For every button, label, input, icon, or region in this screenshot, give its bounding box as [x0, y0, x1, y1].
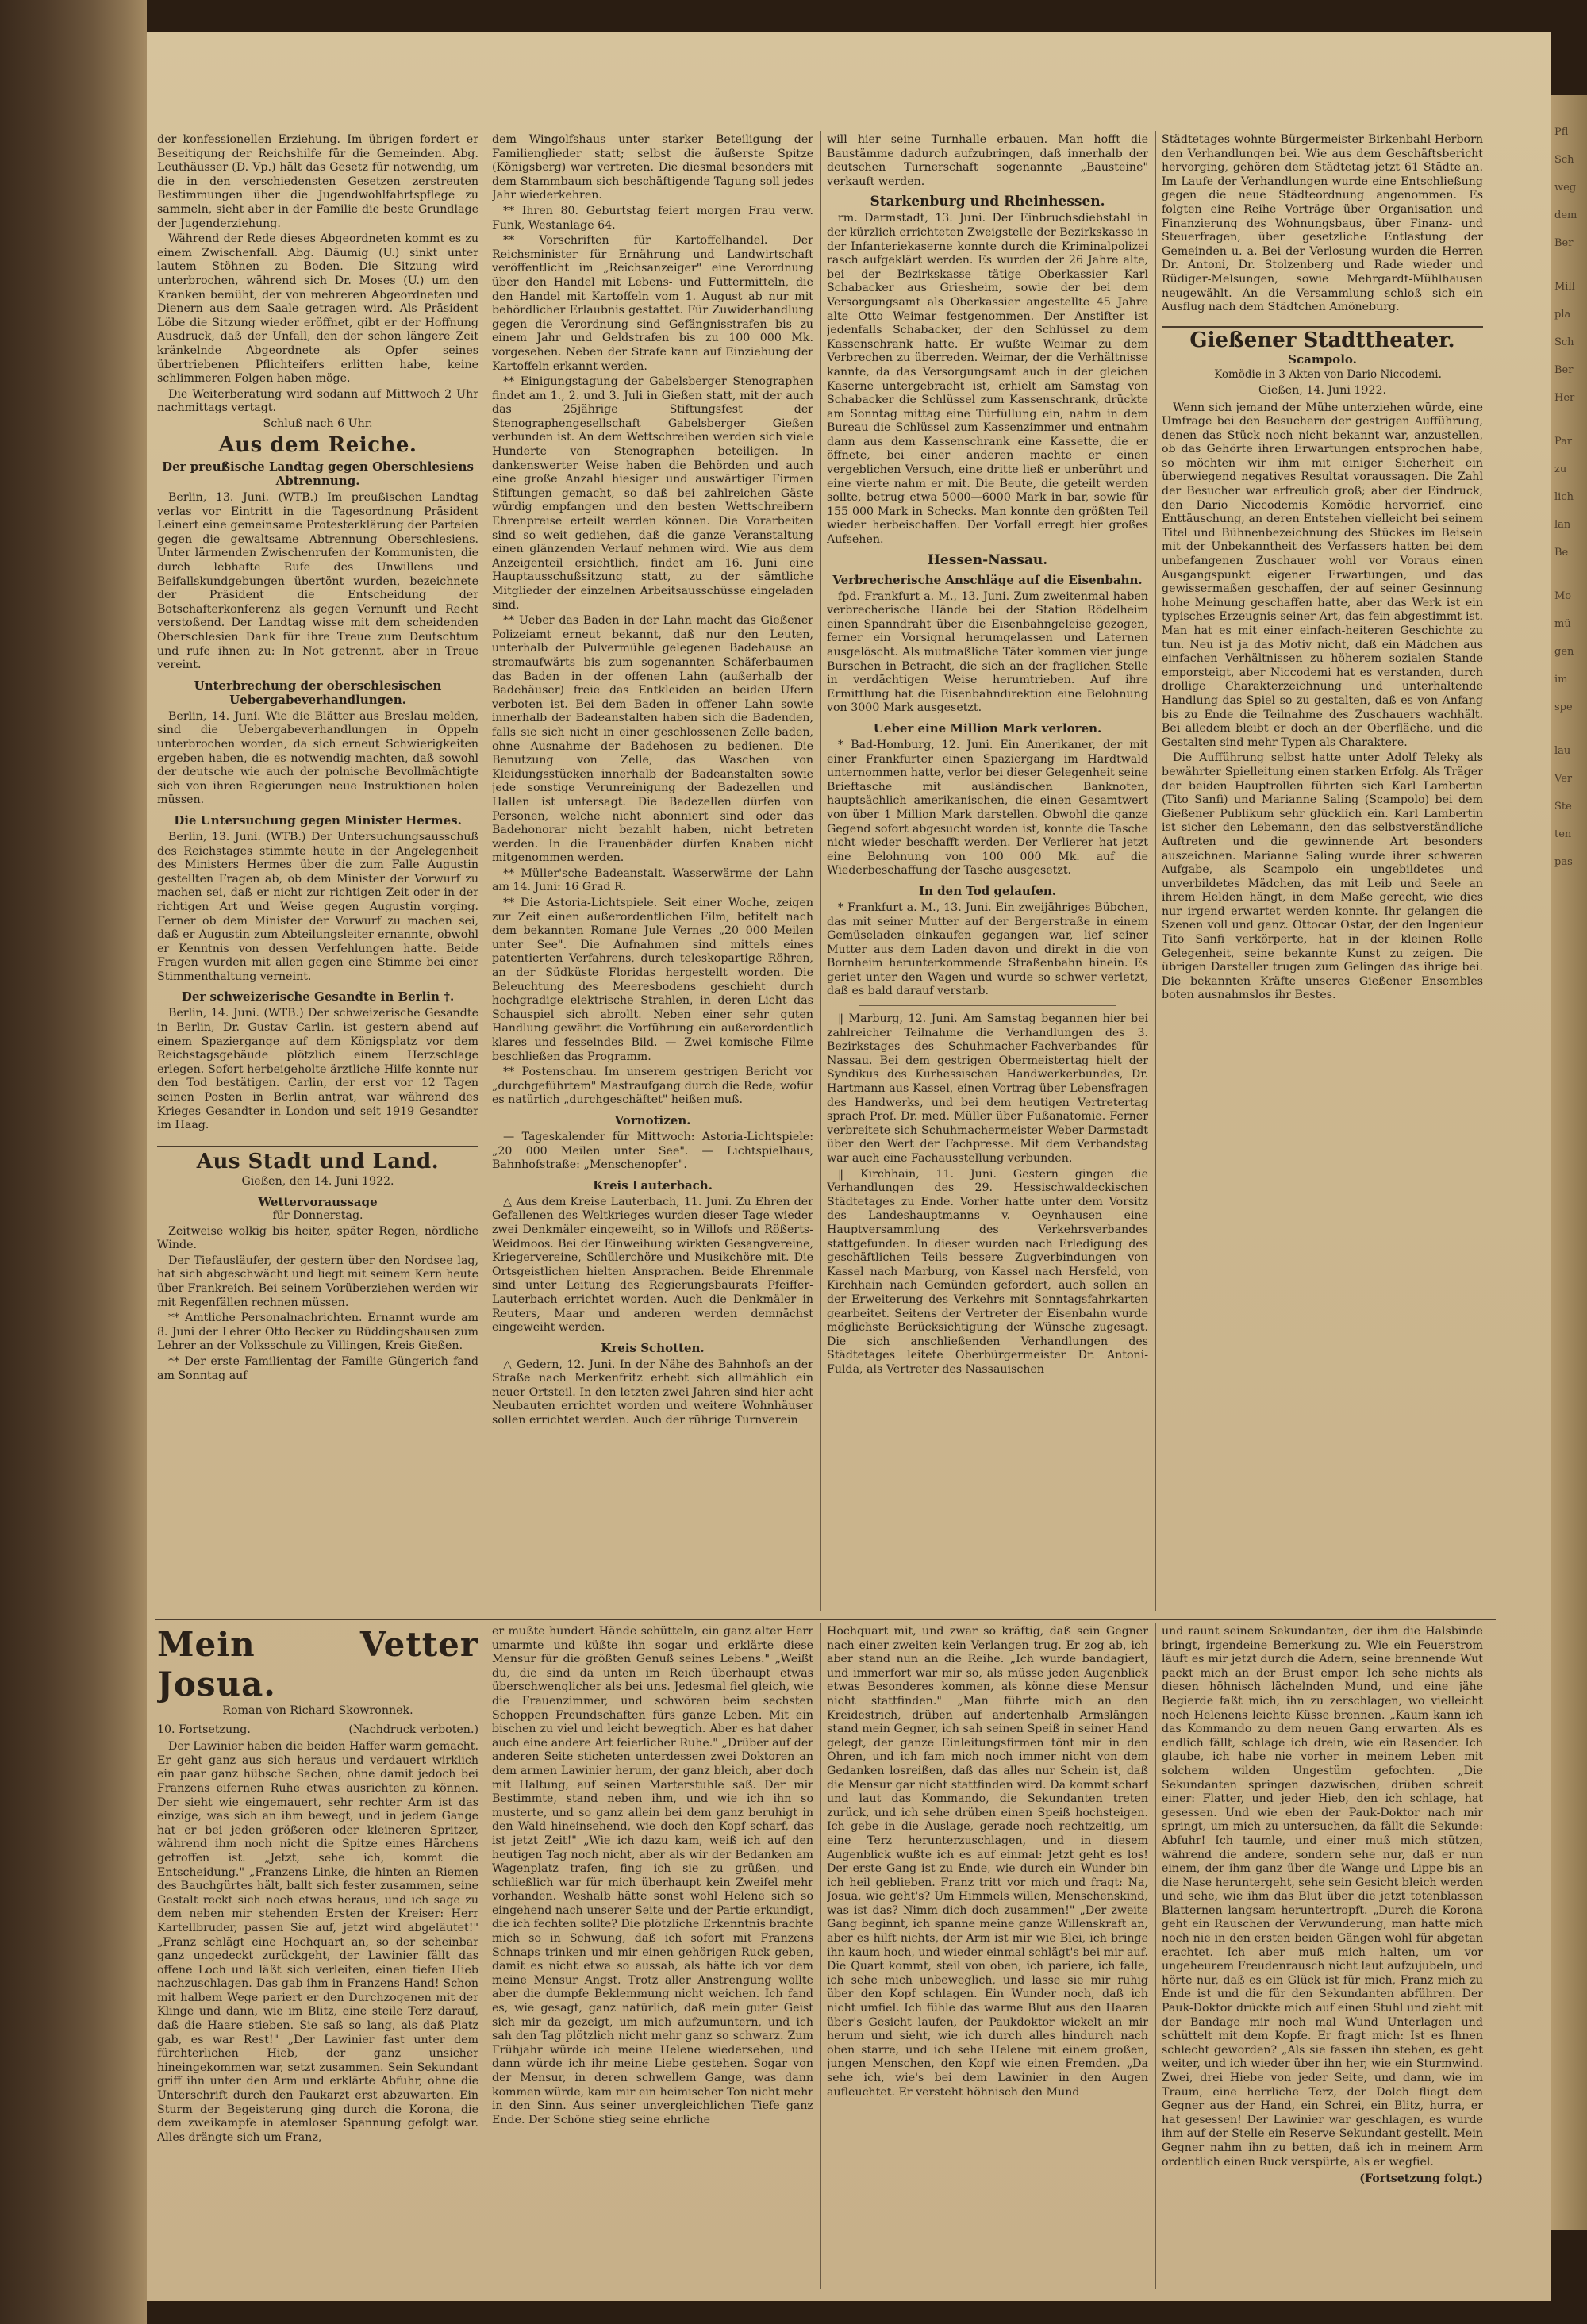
- article-text: Schluß nach 6 Uhr.: [263, 417, 373, 430]
- adjacent-page-fragment: zu: [1554, 463, 1567, 475]
- article-text: Die Weiterberatung wird sodann auf Mittwoch 2 Uhr nachmittags vertagt.: [157, 387, 478, 415]
- serial-column-3: [827, 1625, 1148, 2288]
- article-text: Städtetages wohnte Bürgermeister Birkenbahl-Herborn den Verhandlungen bei. Wie aus dem Geschäftsbericht hervorging, gehören dem Städtetag jetzt 61 Städte an. Im Laufe der Verhandlungen wurde eine Entschließung gegen die neue Städteordnung angenommen. Es folgten eine Reihe Vorträge über Organisation und Finanzierung des Wohnungsbaus, über Finanz- und Steuerfragen, über gesetzliche Entlastung der Gemeinden u. a. Bei der Verlosung wurden die Herren Dr. Antoni, Dr. Stolzenberg und Rade wieder und Rüdiger-Melsungen, sowie Mehrgardt-Mühlhausen neugewählt. An die Versammlung schloß sich ein Ausflug nach dem Städtchen Amöneburg.: [1162, 133, 1483, 314]
- column-1: [157, 133, 478, 1609]
- article-text: ** Amtliche Personalnachrichten. Ernannt wurde am 8. Juni der Lehrer Otto Becker zu Rüddingshausen zum Lehrer an der Volksschule zu Villingen, Kreis Gießen.: [157, 1312, 478, 1353]
- article-text: Zeitweise wolkig bis heiter, später Regen, nördliche Winde.: [157, 1224, 478, 1252]
- adjacent-page-fragment: gen: [1554, 646, 1574, 658]
- serial-author: Roman von Richard Skowronnek.: [222, 1704, 413, 1717]
- section-divider: [859, 1005, 1116, 1006]
- column-rule: [820, 131, 821, 1611]
- article-text: ** Vorschriften für Kartoffelhandel. Der Reichsminister für Ernährung und Landwirtschaft veröffentlicht im „Reichsanzeiger" eine Verordnung über den Handel mit Lebens- und Futtermitteln, die den Handel mit Kartoffeln vom 1. August ab nur mit behördlicher Erlaubnis gestattet. Für Zuwiderhandlung gegen die Verordnung sind Gefängnisstrafen bis zu einem Jahr und Geldstrafen bis zu 100 000 Mk. vorgesehen. Neben der Strafe kann auf Einziehung der Kartoffeln erkannt werden.: [492, 234, 813, 373]
- article-text: * Frankfurt a. M., 13. Juni. Ein zweijähriges Bübchen, das mit seiner Mutter auf der Bergerstraße in einem Gemüseladen einkaufen gegangen war, lief seiner Mutter aus dem Laden davon und direkt in die von Bornheim herunterkommende Straßenbahn hinein. Es geriet unter den Wagen und wurde so schwer verletzt, daß es bald darauf verstarb.: [827, 901, 1148, 998]
- section-divider: [157, 1146, 478, 1147]
- serial-text: Der Lawinier haben die beiden Haffer warm gemacht. Er geht ganz aus sich heraus und verdauert wirklich ein paar ganz hübsche Sachen, ohne damit jedoch bei Franzens eifernen Ruhe etwas ausrichten zu können. Der sieht wie eingemauert, sehr rechter Arm ist das einzige, was sich an ihm bewegt, und in jedem Gange hat er bei jeden größeren oder kleineren Spritzer, während ihm noch nicht die Spitze eines Härchens getroffen ist. „Jetzt, sehe ich, kommt die Entscheidung." „Franzens Linke, die hinten an Riemen des Bauchgürtes hält, ballt sich fester zusammen, seine Gestalt reckt sich noch etwas heraus, und ich sage zu dem neben mir stehenden Ersten der Kreiser: Herr Kartellbruder, passen Sie auf, jetzt wird abgeläutet!" „Franz schlägt eine Hochquart an, so der scheinbar ganz ungedeckt zurückgeht, der Lawinier fällt das offene Loch und läßt sich verleiten, einen tiefen Hieb nachzuschlagen. Das gab ihm in Franzens Hand! Schon mit halbem Wege pariert er den Durchzogenen mit der Klinge und dann, wie im Blitz, eine steile Terz darauf, daß die Haare stieben. Sie saß so lang, als daß Platz gab, es war Rest!" „Der Lawinier fast unter dem fürchterlichen Hieb, der ganz unsicher hineingekommen war, setzt zusammen. Sein Sekundant griff ihn unter den Arm und erklärte Abfuhr, ohne die Unterschrift durch den Paukarzt erst abzuwarten. Ein Sturm der Begeisterung ging durch die Korona, die dem zweikampfe in atemloser Spannung gefolgt war. Alles drängte sich um Franz,: [157, 1740, 478, 2144]
- headline: Kreis Lauterbach.: [593, 1177, 713, 1193]
- article-text: Berlin, 13. Juni. (WTB.) Der Untersuchungsausschuß des Reichstages stimmte heute in der Angelegenheit des Ministers Hermes über die zum Falle Augustin gestellten Fragen ab, ob dem Minister der Vorwurf zu machen sei, daß er nicht zur richtigen Zeit oder in der richtigen Art und Weise gegen Augustin vorging. Ferner ob dem Minister der Vorwurf zu machen sei, daß er Augustin zum Abteilungsleiter ernannte, obwohl er Kenntnis von dessen Verfehlungen hatte. Beide Fragen wurden mit allen gegen eine Stimme bei einer Stimmenthaltung verneint.: [157, 830, 478, 983]
- article-text: ‖ Marburg, 12. Juni. Am Samstag begannen hier bei zahlreicher Teilnahme die Verhandlungen des 3. Bezirkstages des Schuhmacher-Fachverbandes für Nassau. Bei dem gestrigen Obermeistertag hielt der Syndikus des Kurhessischen Handwerkerbundes, Dr. Hartmann aus Kassel, einen Vortrag über Lebensfragen des Handwerks, und bei dem heutigen Vertretertag sprach Prof. Dr. med. Müller über Fußanatomie. Ferner verbreitete sich Schuhmachermeister Weber-Darmstadt über den Wert der Fachpresse. Mit dem Verbandstag war auch eine Fachausstellung verbunden.: [827, 1012, 1148, 1165]
- book-binding: [0, 0, 147, 2324]
- adjacent-page-fragment: Ver: [1554, 773, 1573, 785]
- headline: Vornotizen.: [614, 1112, 691, 1127]
- article-text: ** Postenschau. Im unserem gestrigen Bericht vor „durchgeführtem" Mastraufgang durch die Rede, wofür es natürlich „durchgeschäftet" heißen muß.: [492, 1066, 813, 1107]
- article-text: ** Die Astoria-Lichtspiele. Seit einer Woche, zeigen zur Zeit einen außerordentlichen Film, betitelt nach dem bekannten Romane Jule Vernes „20 000 Meilen unter See". Die Aufnahmen sind mittels eines patentierten Verfahrens, durch teleskopartige Röhren, an der Südküste Floridas hergestellt worden. Die Beleuchtung des Meeresbodens geschieht durch hochgradige elektrische Strahlen, in deren Licht das Schauspiel sich abrollt. Neben einer sehr guten Handlung gewährt die Vorführung ein außerordentlich klares und fesselndes Bild. — Zwei komische Filme beschließen das Programm.: [492, 897, 813, 1063]
- serial-column-1: [157, 1625, 478, 2288]
- article-text: ‖ Kirchhain, 11. Juni. Gestern gingen die Verhandlungen des 29. Hessischwaldeckischen Städtetages zu Ende. Vorher hatte unter dem Vorsitz des Landeshauptmanns v. Oeynhausen eine Hauptversammlung des Verkehrsverbandes stattgefunden. In dieser wurden nach Erledigung des geschäftlichen Teils bessere Zugverbindungen von Kassel nach Marburg, von Kassel nach Hersfeld, von Kirchhain nach Gemünden gefordert, auch sollen an der Erweiterung des Verkehrs mit Sonntagsfahrkarten gearbeitet. Seitens der Vertreter der Eisenbahn wurde möglichste Berücksichtigung der Wünsche zugesagt. Die sich anschließenden Verhandlungen des Städtetages leitete Oberbürgermeister Dr. Antoni-Fulda, als Vertreter des Nassauischen: [827, 1167, 1148, 1376]
- adjacent-page-fragment: ten: [1554, 828, 1572, 840]
- article-text: * Bad-Homburg, 12. Juni. Ein Amerikaner, der mit einer Frankfurter einen Spaziergang im Hardtwald unternommen hatte, verlor bei dieser Gelegenheit seine Brieftasche mit ausländischen Banknoten, hauptsächlich amerikanischen, die einen Gesamtwert von über 1 Million Mark darstellen. Obwohl die ganze Gegend sofort abgesucht worden ist, konnte die Tasche nicht wieder beschafft werden. Der Verlierer hat jetzt eine Belohnung von 100 000 Mk. auf die Wiederbeschaffung der Tasche ausgesetzt.: [827, 738, 1148, 878]
- column-2: [492, 133, 813, 1609]
- headline: Die Untersuchung gegen Minister Hermes.: [174, 812, 462, 828]
- article-text: — Tageskalender für Mittwoch: Astoria-Lichtspiele: „20 000 Meilen unter See". — Lichtspielhaus, Bahnhofstraße: „Menschenopfer".: [492, 1130, 813, 1172]
- serial-meta: [157, 1723, 478, 1738]
- article-text: fpd. Frankfurt a. M., 13. Juni. Zum zweitenmal haben verbrecherische Hände bei der Station Rödelheim einen Spanndraht über die Eisenbahngeleise gezogen, ferner ein Vorsignal herumgelassen und Laternen ausgelöscht. Als mutmaßliche Täter kommen vier junge Burschen in Betracht, die sich an der fraglichen Stelle in verdächtigen Weise herumtrieben. Auf ihre Ermittlung hat die Eisenbahndirektion eine Belohnung von 3000 Mark ausgesetzt.: [827, 590, 1148, 715]
- adjacent-page-fragment: pas: [1554, 856, 1573, 868]
- column-4: [1162, 133, 1483, 1609]
- serial-title: Mein Vetter Josua.: [157, 1625, 478, 1704]
- article-text: Berlin, 14. Juni. Wie die Blätter aus Breslau melden, sind die Uebergabeverhandlungen in Oppeln unterbrochen worden, da sich erneut Schwierigkeiten ergeben haben, die es notwendig machten, daß sowohl der deutsche wie auch der polnische Bevollmächtigte sich von ihren Regierungen neue Instruktionen holen müssen.: [157, 709, 478, 807]
- adjacent-page-fragment: Ste: [1554, 801, 1572, 812]
- article-text: Während der Rede dieses Abgeordneten kommt es zu einem Zwischenfall. Abg. Däumig (U.) sinkt unter lautem Stöhnen zu Boden. Die Sitzung wird unterbrochen, während sich Dr. Moses (U.) um den Kranken bemüht, der von mehreren Abgeordneten und Dienern aus dem Saale getragen wird. Als Präsident Löbe die Sitzung wieder eröffnet, gibt er der Hoffnung Ausdruck, daß der Unfall, den der schon längere Zeit kränkelnde Abgeordnete als Opfer seines übertriebenen Pflichteifers erlitten habe, keine schlimmeren Folgen haben möge.: [157, 232, 478, 386]
- serial-text: er mußte hundert Hände schütteln, ein ganz alter Herr umarmte und küßte ihn sogar und erklärte diese Mensur für die größten Genuß seines Lebens." „Weißt du, die sind da unten im Reich überhaupt etwas überschwenglicher als bei uns. Jedesmal fiel gleich, wie die Frauenzimmer, und schwören beim sechsten Schoppen Freundschaften fürs ganze Leben. Mit ein bischen zu viel und leicht bewegtich. Aber es hat daher auch eine andere Art feierlicher Ruhe." „Drüber auf der anderen Seite sticheten unterdessen zwei Doktoren an dem armen Lawinier herum, der ganz bleich, aber doch mit Haltung, auf seinen Marterstuhle saß. Der mir Bestimmte, stand neben ihm, und wie ich ihn so musterte, und so ganz allein bei dem ganz beruhigt in den Wald hineinsehend, wie doch den Kopf scharf, das ist jetzt Zeit!" „Wie ich dazu kam, weiß ich auf den heutigen Tag noch nicht, aber als wir der Bedanken am Wagenplatz trafen, fing ich sie zu grüßen, und schließlich war für mich überhaupt kein Zweifel mehr vorhanden. Weshalb hätte sonst wohl Helene sich so eingehend nach unserer Seite und der Partie erkundigt, die ich fechten sollte? Die plötzliche Erkenntnis brachte mich so in Schwung, daß ich sofort mit Franzens Schnaps trinken und mir einen gehörigen Ruck geben, damit es nicht etwa so aussah, als hätte ich vor dem meine Mensur Angst. Trotz aller Anstrengung wollte aber die dumpfe Beklemmung nicht weichen. Ich fand es, wie gesagt, ganz natürlich, daß mein guter Geist sich mir da gezeigt, um mich aufzumuntern, und ich sah den Tag plötzlich nicht mehr ganz so schwarz. Zum Frühjahr würde ich meine Helene wiedersehen, und dann würde ich ihr meine Liebe gestehen. Sogar von der Mensur, in deren schwellem Gange, was dann kommen würde, kam mir ein heimischer Ton nicht mehr in den Sinn. Aus seiner unvergleichlichen Tiefe ganz Ende. Der Schöne stieg seine ehrliche: [492, 1625, 813, 2126]
- adjacent-page-fragment: Be: [1554, 547, 1569, 559]
- adjacent-page-fragment: lau: [1554, 745, 1571, 757]
- article-text: △ Aus dem Kreise Lauterbach, 11. Juni. Zu Ehren der Gefallenen des Weltkrieges wurden dieser Tage wieder zwei Denkmäler eingeweiht, so in Willofs und Rößerts-Weidmoos. Bei der Einweihung wirkten Gesangvereine, Kriegervereine, Schülerchöre und Musikchöre mit. Die Ortsgeistlichen hielten Ansprachen. Beide Ehrenmale sind unter Leitung des Regierungsbaurats Pfeiffer-Lauterbach errichtet worden. Auch die Denkmäler in Reuters, Maar und anderen werden demnächst eingeweiht werden.: [492, 1195, 813, 1335]
- headline: In den Tod gelaufen.: [919, 883, 1056, 898]
- article-text: dem Wingolfshaus unter starker Beteiligung der Familienglieder statt; selbst die äußerste Spitze (Königsberg) war vertreten. Die diesmal besonders mit dem Stammbaum sich beschäftigende Tagung soll jedes Jahr wiederkehren.: [492, 133, 813, 202]
- adjacent-page-fragment: Ber: [1554, 237, 1574, 249]
- adjacent-page-fragment: lan: [1554, 519, 1571, 531]
- play-title: Scampolo.: [1288, 352, 1357, 367]
- section-heading-theater: Gießener Stadttheater.: [1189, 328, 1455, 352]
- headline: Verbrecherische Anschläge auf die Eisenbahn.: [832, 572, 1143, 587]
- adjacent-page-edge: [1551, 95, 1587, 2230]
- serial-text: und raunt seinem Sekundanten, der ihm die Halsbinde bringt, irgendeine Bemerkung zu. Wie ein Feuerstrom läuft es mir jetzt durch die Adern, seine brennende Wut packt mich an der Brust empor. Ich sehe nichts als diesen höhnisch lächelnden Mund, und eine jähe Begierde faßt mich, ihn zu zerschlagen, wo vielleicht noch Helenens leichte Küsse brennen. „Kaum kann ich das Kommando zu dem neuen Gang erwarten. Als es endlich fällt, schlage ich drein, wie ein Rasender. Ich glaube, ich habe nie vorher in meinem Leben mit solchem wilden Ungestüm gefochten. „Die Sekundanten springen dazwischen, drüben schreit einer: Flatter, und jeder Hieb, den ich schlage, hat gesessen. Und wie eben der Pauk-Doktor nach mir springt, um mich zu untersuchen, da fällt die Sekunde: Abfuhr! Ich taumle, und einer muß mich stützen, während die andere, sondern sehe nur, daß er nun einem, der ihm ganz über die Wange und Lippe bis an die Nase heruntergeht, sehe sein Gesicht bleich werden und sehe, wie ihm das Blut über die jetzt totenblassen Blatternen langsam heruntertropft. „Durch die Korona geht ein Rauschen der Verwunderung, man hatte mich noch nie in den ersten beiden Gängen wohl für abgetan erachtet. Ich aber muß mich halten, um vor ungeheurem Freudenrausch nicht laut aufzujubeln, und hörte nur, daß es ein Glück ist für mich, Franz mich zu Ende ist und die für den Sekundanten abführen. Der Pauk-Doktor drückte mich auf einen Stuhl und zieht mit der Bandage mir noch mal Wund Unterlagen und schüttelt mit dem Kopfe. Er fragt mich: Ist es Ihnen schlecht geworden? „Als sie fassen ihn stehen, es geht weiter, und ich wieder über ihn her, wie ein Sturmwind. Zwei, drei Hiebe von jeder Seite, und dann, wie im Traum, eine herrliche Terz, der Dolch fliegt dem Gegner aus der Hand, ein Schrei, ein Blitz, hurra, er hat gesessen! Der Lawinier war geschlagen, es wurde ihm auf der Stelle ein Reserve-Sekundant gestellt. Mein Gegner nahm ihn zu betten, daß ich in meinem Arm ordentlich einen Ruck verspürte, als er wegfiel.: [1162, 1625, 1483, 2168]
- serial-column-4: [1162, 1625, 1483, 2288]
- serial-notice: (Nachdruck verboten.): [348, 1723, 478, 1736]
- dateline: Gießen, 14. Juni 1922.: [1258, 383, 1386, 397]
- adjacent-page-fragment: spe: [1554, 701, 1573, 713]
- headline: Der schweizerische Gesandte in Berlin †.: [181, 989, 455, 1005]
- headline: Starkenburg und Rheinhessen.: [870, 194, 1105, 210]
- article-text: ** Der erste Familientag der Familie Güngerich fand am Sonntag auf: [157, 1354, 478, 1382]
- serial-continued: (Fortsetzung folgt.): [1359, 2172, 1483, 2186]
- newspaper-page: [147, 32, 1551, 2301]
- section-heading-stadt: Aus Stadt und Land.: [196, 1149, 440, 1174]
- column-rule: [1155, 1623, 1156, 2289]
- adjacent-page-fragment: Par: [1554, 436, 1573, 448]
- article-text: ** Einigungstagung der Gabelsberger Stenographen findet am 1., 2. und 3. Juli in Gießen statt, mit der auch das 25jährige Stiftungsfest der Stenographengesellschaft Gabelsberger Gießen verbunden ist. An dem Wettschreiben werden sich viele Hunderte von Stenographen beteiligen. In dankenswerter Weise haben die Behörden und auch eine große Anzahl hiesiger und auswärtiger Firmen Stiftungen gemacht, so daß bei zahlreichen Gäste würdig empfangen und den besten Wettschreibern Ehrenpreise erteilt werden können. Die Vorarbeiten sind so weit gediehen, daß die ganze Veranstaltung einen glänzenden Verlauf nehmen wird. Wie aus dem Anzeigenteil ersichtlich, findet am 16. Juni eine Hauptausschußsitzung statt, zu der sämtliche Mitglieder der einzelnen Arbeitsausschüsse eingeladen sind.: [492, 375, 813, 612]
- article-text: ** Ihren 80. Geburtstag feiert morgen Frau verw. Funk, Westanlage 64.: [492, 204, 813, 232]
- article-text: ** Ueber das Baden in der Lahn macht das Gießener Polizeiamt erneut bekannt, daß nur den Leuten, unterhalb der Pulvermühle gelegenen Badehause an stromaufwärts bis zum sogenannten Schäferbaumen das Baden in der offenen Lahn (außerhalb der Badehäuser) freie das Entkleiden an beiden Ufern verboten ist. Bei dem Baden in offener Lahn sowie innerhalb der Badeanstalten haben sich die Badenden, falls sie sich nicht in einer geschlossenen Zelle baden, ohne Ausnahme der Badehosen zu bedienen. Die Benutzung von Zelle, das Waschen von Kleidungsstücken innerhalb der Badeanstalten sowie jede sonstige Verunreinigung der Badezellen und Hallen ist untersagt. Die Badezellen dürfen von Personen, welche nicht abonniert sind oder das Badehonorar nicht bezahlt haben, nicht betreten werden. In die Frauenbäder dürfen Knaben nicht mitgenommen werden.: [492, 614, 813, 865]
- adjacent-page-fragment: pla: [1554, 309, 1571, 321]
- column-rule: [820, 1623, 821, 2289]
- article-text: △ Gedern, 12. Juni. In der Nähe des Bahnhofs an der Straße nach Merkenfritz erhebt sich allmählich ein neuer Ortsteil. In den letzten zwei Jahren sind hier acht Neubauten errichtet worden und weitere Wohnhäuser sollen errichtet werden. Auch der rührige Turnverein: [492, 1358, 813, 1427]
- article-text: der konfessionellen Erziehung. Im übrigen fordert er Beseitigung der Reichshilfe für die Gemeinden. Abg. Leuthäusser (D. Vp.) hält das Gesetz für notwendig, um die in den verschiedensten Gesetzen zerstreuten Bestimmungen über die Jugendwohlfahrtspflege zu sammeln, sieht aber in der Familie die beste Grundlage der Jugenderziehung.: [157, 133, 478, 230]
- dateline: Gießen, den 14. Juni 1922.: [241, 1175, 394, 1189]
- subheadline: für Donnerstag.: [272, 1209, 363, 1222]
- play-subtitle: Komödie in 3 Akten von Dario Niccodemi.: [1214, 368, 1442, 382]
- section-heading-reich: Aus dem Reiche.: [218, 433, 417, 458]
- adjacent-page-fragment: Mo: [1554, 590, 1572, 602]
- section-divider: [1162, 326, 1483, 328]
- adjacent-page-fragment: dem: [1554, 209, 1577, 221]
- serial-installment: 10. Fortsetzung.: [157, 1723, 251, 1736]
- feuilleton-rule: [155, 1619, 1496, 1620]
- serial-text: Hochquart mit, und zwar so kräftig, daß sein Gegner nach einer zweiten kein Verlangen trug. Er zog ab, ich aber stand nun an die Reihe. „Ich wurde bandagiert, und immerfort war mir so, als müsse jeden Augenblick etwas Besonderes kommen, als könne diese Mensur nicht stattfinden." „Man führte mich an den Kreidestrich, drüben auf andertenhalb Armslängen stand mein Gegner, ich sah seinen Speiß in seiner Hand gelegt, der ganze Einleitungsfirmen tönt mir in den Ohren, und ich fam mich noch immer nicht von dem Gedanken losreißen, daß das alles nur Schein ist, daß die Mensur gar nicht stattfinden wird. Da kommt scharf und laut das Kommando, die Sekundanten treten zurück, und ich sehe drüben einen Speiß hochsteigen. Ich gebe in die Auslage, gerade noch rechtzeitig, um eine Terz herunterzuschlagen, und in diesem Augenblick wußte ich es auf einmal: Jetzt geht es los! Der erste Gang ist zu Ende, wie durch ein Wunder bin ich heil geblieben. Franz tritt vor mich und fragt: Na, Josua, wie geht's? Um Himmels willen, Menschenskind, was ist das? Nimm dich doch zusammen!" „Der zweite Gang beginnt, ich spanne meine ganze Willenskraft an, aber es hilft nichts, der Arm ist mir wie Blei, ich bringe ihn kaum hoch, und wieder einmal schlägt's bei mir auf. Die Quart kommt, steil von oben, ich pariere, ich falle, ich sehe mich unbeweglich, und lasse sie mir ruhig über den Kopf schlagen. Ein Wunder noch, daß ich nicht umfiel. Ich fühle das warme Blut aus den Haaren über's Gesicht laufen, der Paukdoktor wickelt an mir herum und sieht, wie ich durch alles hindurch nach oben starre, und ich sehe Helene mit einem großen, jungen Menschen, den Kopf wie einen Fremden. „Da sehe ich, wie's bei dem Lawinier in den Augen aufleuchtet. Er versteht höhnisch den Mund: [827, 1625, 1148, 2099]
- adjacent-page-fragment: Sch: [1554, 154, 1574, 166]
- article-text: Berlin, 13. Juni. (WTB.) Im preußischen Landtag verlas vor Eintritt in die Tagesordnung Präsident Leinert eine gemeinsame Protesterklärung der Parteien gegen die gewaltsame Abtrennung Oberschlesiens. Unter lärmenden Zwischenrufen der Kommunisten, die durch lebhafte Rufe des Unwillens und Beifallskundgebungen übertönt wurden, bezeichnete der Präsident die Entscheidung der Botschafterkonferenz als gegen Vernunft und Recht verstoßend. Der Landtag wisse mit dem scheidenden Oberschlesien Dank für ihre Treue zum Deutschtum und rufe ihnen zu: In Not getrennt, aber in Treue vereint.: [157, 491, 478, 672]
- adjacent-page-fragment: Sch: [1554, 336, 1574, 348]
- adjacent-page-fragment: im: [1554, 674, 1568, 686]
- headline: Unterbrechung der oberschlesischen Uebergabeverhandlungen.: [194, 678, 442, 707]
- article-text: Berlin, 14. Juni. (WTB.) Der schweizerische Gesandte in Berlin, Dr. Gustav Carlin, ist gestern abend auf einem Spaziergange auf dem Königsplatz vor dem Reichstagsgebäude plötzlich einem Herzschlage erlegen. Sofort herbeigeholte ärztliche Hilfe konnte nur den Tod bestätigen. Carlin, der erst vor 12 Tagen seinen Posten in Berlin antrat, war während des Krieges Gesandter in London und seit 1919 Gesandter im Haag.: [157, 1007, 478, 1132]
- adjacent-page-fragment: Her: [1554, 392, 1575, 404]
- article-text: rm. Darmstadt, 13. Juni. Der Einbruchsdiebstahl in der kürzlich errichteten Zweigstelle der Bezirkskasse in der Infanteriekaserne konnte durch die Kriminalpolizei rasch aufgeklärt werden. Es wurden der 26 Jahre alte, bei der Bezirkskasse tätige Oberkassier Karl Schabacker aus Griesheim, sowie der bei dem Versorgungsamt als Oberkassier angestellte 45 Jahre alte Otto Weimar festgenommen. Der Anstifter ist jedenfalls Schabacker, der den Schlüssel zu dem Kassenschrank hatte. Er wußte Weimar zu dem Verbrechen zu überreden. Weimar, der die Verhältnisse kannte, da das Versorgungsamt auch in der gleichen Kaserne untergebracht ist, erhielt am Samstag von Schabacker die Schlüssel zum Kassenschrank, drückte am Sonntag mittag eine Türfüllung ein, nahm in dem Bureau die Schlüssel zum Kassenzimmer und entnahm dann aus dem Kassenschrank eine Kassette, die er öffnete, bei einer anderen machte er einen vergeblichen Versuch, eine dritte ließ er unberührt und eine vierte nahm er mit. Die Beute, die geteilt werden sollte, betrug etwa 5000—6000 Mark in bar, sowie für 155 000 Mark in Schecks. Man konnte den größten Teil wieder herbeischaffen. Der Vorfall erregt hier großes Aufsehen.: [827, 212, 1148, 547]
- headline: Wettervoraussage: [258, 1195, 378, 1209]
- column-3: [827, 133, 1148, 1609]
- review-text: Die Aufführung selbst hatte unter Adolf Teleky als bewährter Spielleitung einen starken Erfolg. Als Träger der beiden Hauptrollen führten sich Karl Lambertin (Tito Sanfi) und Marianne Saling (Scampolo) bei dem Gießener Publikum sehr glücklich ein. Karl Lambertin ist sicher den Lebemann, den das selbstverständliche Auftreten und die gewinnende Art besonders auszeichnen. Marianne Saling wurde ihrer schweren Aufgabe, als Scampolo ein ungebildetes und unverbildetes Mädchen, das mit Leib und Seele an ihrem Helden hängt, in dem Maße gerecht, wie dies nur irgend erwartet werden konnte. Ihr gelangen die Szenen voll und ganz. Ottocar Ostar, der den Ingenieur Tito Sanfi verkörperte, hat in der kleinen Rolle Gelegenheit, seine bekannte Kunst zu zeigen. Die übrigen Darsteller trugen zum Gelingen das ihrige bei. Die bekannten Kräfte unseres Gießener Ensembles boten ausnahmslos ihr Bestes.: [1162, 751, 1483, 1002]
- article-text: ** Müller'sche Badeanstalt. Wasserwärme der Lahn am 14. Juni: 16 Grad R.: [492, 866, 813, 894]
- adjacent-page-fragment: lich: [1554, 491, 1574, 503]
- adjacent-page-fragment: mü: [1554, 618, 1571, 630]
- headline: Hessen-Nassau.: [927, 551, 1048, 568]
- headline: Ueber eine Million Mark verloren.: [873, 720, 1102, 736]
- article-text: Der Tiefausläufer, der gestern über den Nordsee lag, hat sich abgeschwächt und liegt mit seinem Kern heute über Frankreich. Bei seinem Vorüberziehen werden wir mit Regenfällen rechnen müssen.: [157, 1254, 478, 1309]
- column-rule: [1155, 131, 1156, 1611]
- headline: Der preußische Landtag gegen Oberschlesiens Abtrennung.: [162, 459, 474, 489]
- adjacent-page-fragment: weg: [1554, 182, 1577, 194]
- serial-column-2: [492, 1625, 813, 2288]
- adjacent-page-fragment: Mill: [1554, 281, 1575, 293]
- article-text: will hier seine Turnhalle erbauen. Man hofft die Baustämme dadurch aufzubringen, daß innerhalb der deutschen Turnerschaft sogenannte „Bausteine" verkauft werden.: [827, 133, 1148, 188]
- adjacent-page-fragment: Pfl: [1554, 126, 1569, 138]
- headline: Kreis Schotten.: [601, 1340, 705, 1355]
- review-text: Wenn sich jemand der Mühe unterziehen würde, eine Umfrage bei den Besuchern der gestrigen Aufführung, denen das Stück noch nicht bekannt war, anzustellen, ob das Gehörte ihren Erwartungen entsprochen habe, so möchten wir ihm mit einiger Sicherheit ein überwiegend negatives Resultat voraussagen. Die Zahl der Besucher war erfreulich groß; aber der Eindruck, den Dario Niccodemis Komödie hervorrief, eine Enttäuschung, an deren Entstehen vielleicht bei seinem Titel und Bühnenbezeichnung des Stückes im Beisein mit der Unbekanntheit des Verfassers hatten bei dem unbefangenen Zuschauer wohl vor Voraus einen Ausgangspunkt eigener Erwartungen, und das gewissermaßen geschaffen, der auf seiner Gesinnung hohe Meinung geschaffen hatte, aber das Werk ist ein typisches Erzeugnis seiner Art, das fein abgestimmt ist. Man hat es mit einer einfach-heiteren Geschichte zu tun. Neu ist ja das Motiv nicht, daß ein Mädchen aus einfachen Verhältnissen zu höherem sozialen Stande emporsteigt, aber Niccodemi hat es verstanden, durch drollige Charakterzeichnung und unterhaltende Handlung das Spiel so zu gestalten, daß es von Anfang bis zu Ende die Teilnahme des Zuschauers wachhält. Bei alledem bleibt er doch an der Oberfläche, und die Gestalten sind mehr Typen als Charaktere.: [1162, 401, 1483, 749]
- adjacent-page-fragment: Ber: [1554, 364, 1574, 376]
